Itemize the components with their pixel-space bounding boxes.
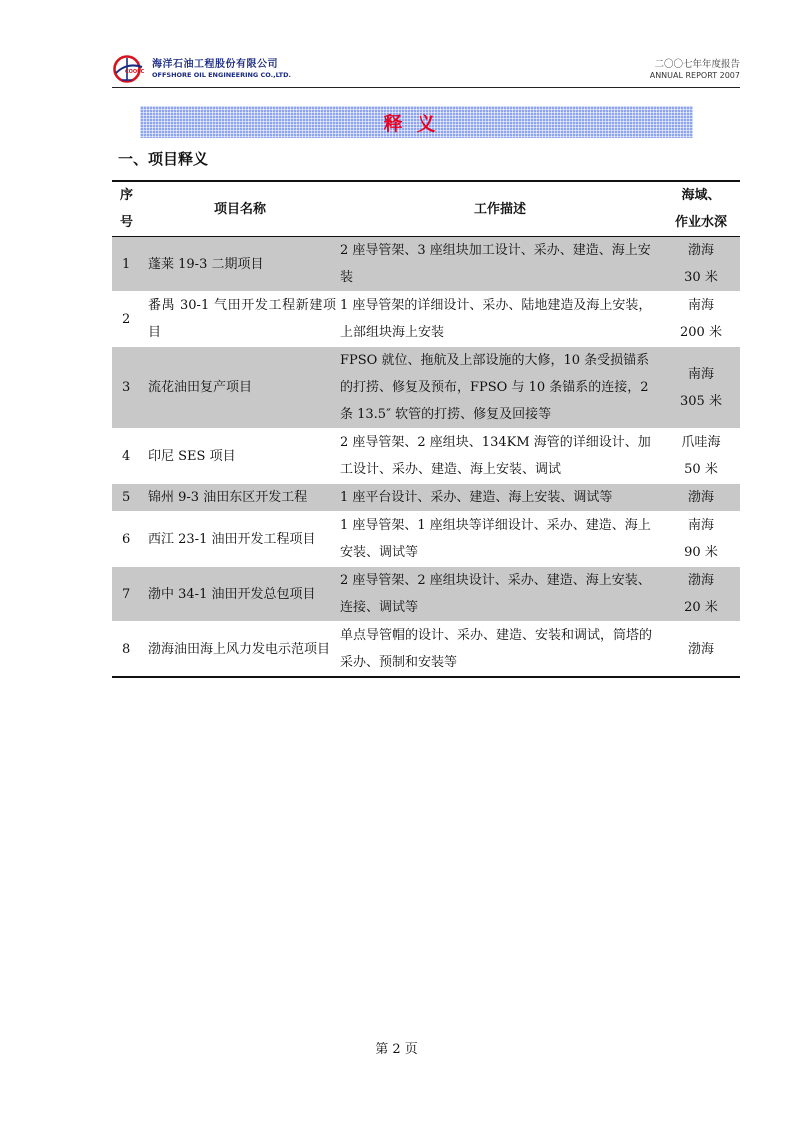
report-title-cn: 二〇〇七年年度报告 (654, 59, 740, 70)
row-name: 锦州 9-3 油田东区开发工程 (142, 484, 338, 512)
row-name: 蓬莱 19-3 二期项目 (142, 237, 338, 292)
table-row (112, 429, 740, 484)
logo-text: COOEC (125, 69, 145, 75)
row-no: 7 (112, 567, 142, 622)
row-no: 8 (112, 622, 142, 678)
section-title: 一、项目释义 (118, 150, 209, 168)
row-no: 6 (112, 512, 142, 567)
row-area (662, 512, 740, 567)
table-row (112, 512, 740, 567)
header-desc: 工作描述 (473, 201, 526, 217)
row-area (662, 567, 740, 622)
header-area-line2: 作业水深 (674, 215, 727, 230)
row-no: 5 (112, 484, 142, 512)
header-no: 序号 (120, 188, 134, 230)
row-area-sea: 南海 (687, 366, 714, 382)
row-name: 西江 23-1 油田开发工程项目 (142, 512, 338, 567)
table-row (112, 237, 740, 292)
row-area-sea: 渤海 (687, 490, 714, 505)
row-area-depth: 50 米 (684, 462, 718, 477)
row-area-sea: 渤海 (687, 641, 714, 657)
row-area-depth: 30 米 (684, 270, 718, 285)
company-name-en: OFFSHORE OIL ENGINEERING CO.,LTD. (152, 71, 291, 79)
row-area (662, 347, 740, 429)
row-desc: 2 座导管架、3 座组块加工设计、采办、建造、海上安装 (338, 237, 662, 292)
row-area-depth: 305 米 (680, 393, 722, 409)
row-area-sea: 爪哇海 (681, 435, 721, 450)
row-desc: 单点导管帽的设计、采办、建造、安装和调试，筒塔的采办、预制和安装等 (338, 622, 662, 678)
row-area-depth: 20 米 (684, 600, 718, 615)
company-name (152, 59, 291, 80)
header-area-line1: 海域、 (681, 188, 721, 203)
report-title-en: ANNUAL REPORT 2007 (649, 71, 740, 80)
row-name: 渤中 34-1 油田开发总包项目 (142, 567, 338, 622)
row-desc: 2 座导管架、2 座组块设计、采办、建造、海上安装、连接、调试等 (338, 567, 662, 622)
project-table (112, 180, 740, 678)
row-area-sea: 南海 (687, 518, 714, 533)
page-header (112, 52, 740, 86)
header-divider (112, 87, 740, 88)
header-area (662, 181, 740, 237)
row-area-sea: 渤海 (687, 243, 714, 258)
header-name: 项目名称 (213, 201, 266, 217)
row-area (662, 429, 740, 484)
row-area (662, 622, 740, 678)
report-title (650, 59, 740, 81)
row-no: 1 (112, 237, 142, 292)
table-header-row (112, 181, 740, 237)
row-area-depth: 90 米 (684, 545, 718, 560)
banner-title: 释义 (383, 112, 450, 135)
row-name: 渤海油田海上风力发电示范项目 (142, 622, 338, 678)
company-name-cn: 海洋石油工程股份有限公司 (152, 59, 278, 70)
row-area (662, 292, 740, 347)
row-desc: 1 座导管架、1 座组块等详细设计、采办、建造、海上安装、调试等 (338, 512, 662, 567)
row-area-sea: 渤海 (687, 573, 714, 588)
row-area-sea: 南海 (687, 298, 714, 313)
table-row (112, 622, 740, 678)
row-name: 印尼 SES 项目 (142, 429, 338, 484)
row-name: 番禺 30-1 气田开发工程新建项目 (142, 292, 338, 347)
table-row (112, 484, 740, 512)
row-desc: 2 座导管架、2 座组块、134KM 海管的详细设计、加工设计、采办、建造、海上安装、调试 (338, 429, 662, 484)
row-desc: 1 座导管架的详细设计、采办、陆地建造及海上安装，上部组块海上安装 (338, 292, 662, 347)
row-no: 3 (112, 347, 142, 429)
page-number: 第 2 页 (375, 1042, 418, 1057)
row-area (662, 484, 740, 512)
row-no: 4 (112, 429, 142, 484)
title-banner (140, 106, 693, 138)
row-name: 流花油田复产项目 (142, 347, 338, 429)
row-desc: 1 座平台设计、采办、建造、海上安装、调试等 (338, 484, 662, 512)
row-no: 2 (112, 292, 142, 347)
row-area (662, 237, 740, 292)
table-row (112, 567, 740, 622)
table-row (112, 347, 740, 429)
row-area-depth: 200 米 (680, 325, 722, 340)
cooec-logo-icon (112, 54, 146, 84)
table-row (112, 292, 740, 347)
row-desc: FPSO 就位、拖航及上部设施的大修，10 条受损锚系的打捞、修复及预布，FPSO 与 10 条锚系的连接，2 条 13.5″ 软管的打捞、修复及回接等 (338, 347, 662, 429)
